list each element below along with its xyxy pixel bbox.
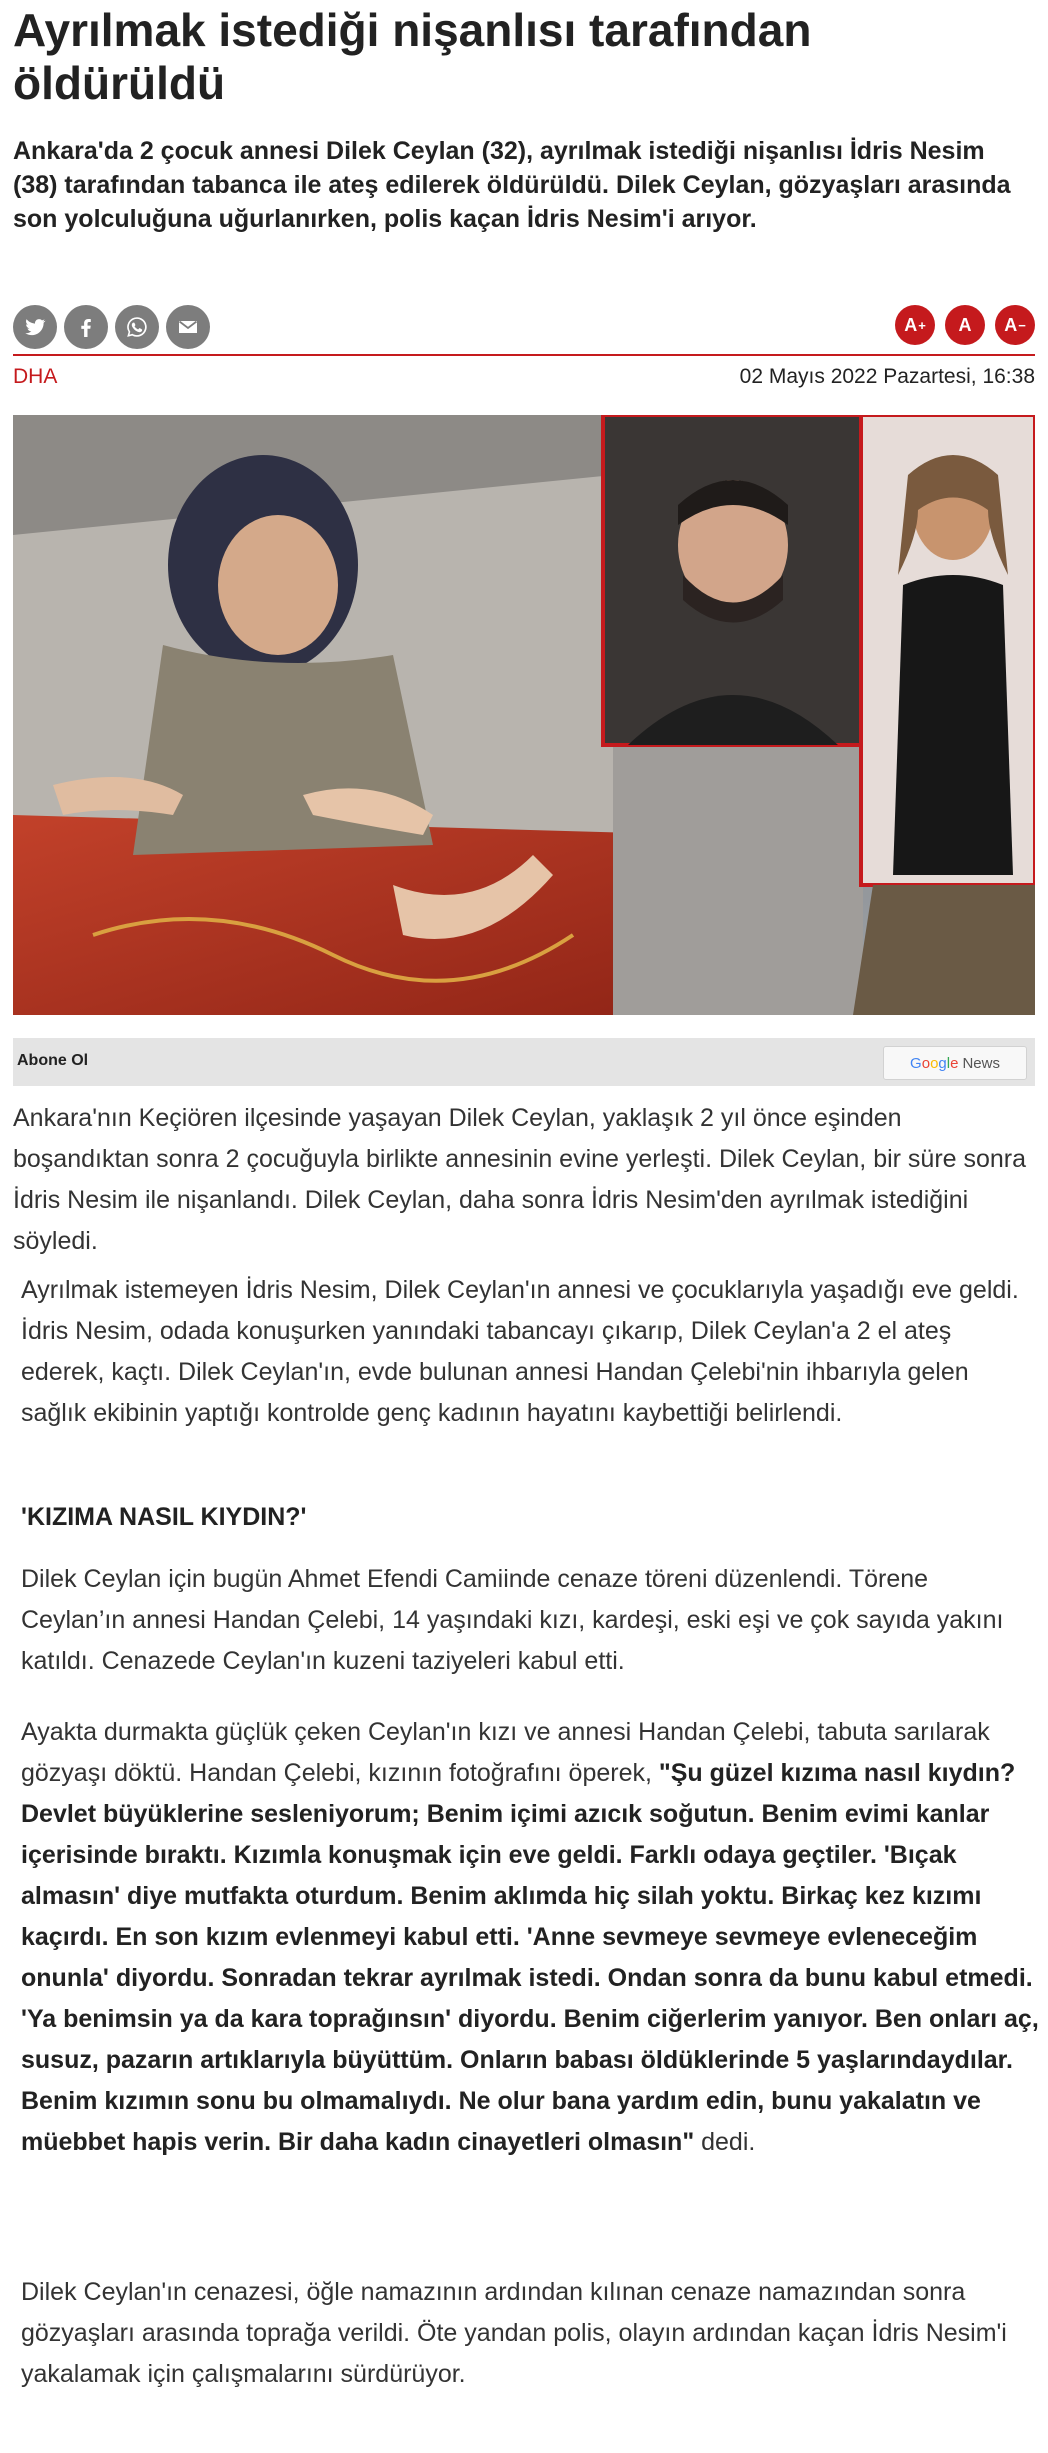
article-summary: Ankara'da 2 çocuk annesi Dilek Ceylan (32), ayrılmak istediği nişanlısı İdris Nesim (38) tarafından tabanca ile ateş edilerek öldürüldü. Dilek Ceylan, gözyaşları arasında son yolculuğuna uğurlanırken, polis kaçan İdris Nesim'i arıyor. (13, 137, 1011, 233)
font-decrease-button[interactable]: A − (995, 305, 1035, 345)
whatsapp-icon[interactable] (115, 305, 159, 349)
google-news-logo: Google (910, 1054, 959, 1072)
font-size-controls (895, 305, 1035, 345)
font-reset-button[interactable]: A (945, 305, 985, 345)
publish-date: 02 Mayıs 2022 Pazartesi, 16:38 (739, 365, 1035, 388)
section-heading: 'KIZIMA NASIL KIYDIN?' (21, 1503, 307, 1531)
facebook-icon[interactable] (64, 305, 108, 349)
quote-intro: Ayakta durmakta güçlük çeken Ceylan'ın kızı ve annesi Handan Çelebi, tabuta sarılarak gözyaşı döktü. Handan Çelebi, kızının fotoğrafını öperek, (21, 1718, 990, 1787)
news-source[interactable]: DHA (13, 365, 58, 388)
google-news-suffix: News (962, 1054, 1000, 1072)
paragraph: Dilek Ceylan için bugün Ahmet Efendi Camiinde cenaze töreni düzenlendi. Törene Ceylan’ın annesi Handan Çelebi, 14 yaşındaki kızı, kardeşi, eski eşi ve çok sayıda yakını katıldı. Cenazede Ceylan'ın kuzeni taziyeleri kabul etti. (21, 1565, 1004, 1675)
paragraph: Ayrılmak istemeyen İdris Nesim, Dilek Ceylan'ın annesi ve çocuklarıyla yaşadığı eve geldi. İdris Nesim, odada konuşurken yanındaki tabancayı çıkarıp, Dilek Ceylan'a 2 el ateş ederek, kaçtı. Dilek Ceylan'ın, evde bulunan annesi Handan Çelebi'nin ihbarıyla gelen sağlık ekibinin yaptığı kontrolde genç kadının hayatını kaybettiği belirlendi. (21, 1276, 1019, 1427)
subscribe-button[interactable]: Abone Ol (17, 1052, 89, 1069)
font-increase-button[interactable]: A + (895, 305, 935, 345)
article-photo (13, 415, 1035, 1015)
google-news-button[interactable] (883, 1046, 1027, 1080)
email-icon[interactable] (166, 305, 210, 349)
divider (13, 354, 1035, 356)
paragraph (21, 1712, 1041, 2163)
quote-text: "Şu güzel kızıma nasıl kıydın? Devlet büyüklerine sesleniyorum; Benim içimi azıcık soğutun. Benim evimi kanlar içerisinde bıraktı. Kızımla konuşmak için eve geldi. Farklı odaya geçtiler. 'Bıçak almasın' diye mutfakta oturdum. Benim aklımda hiç silah yoktu. Birkaç kez kızımı kaçırdı. En son kızım evlenmeyi kabul etti. 'Anne sevmeye sevmeye evleneceğim onunla' diyordu. Sonradan tekrar ayrılmak istedi. Ondan sonra da bunu kabul etmedi. 'Ya benimsin ya da kara toprağınsın' diyordu. Benim ciğerlerim yanıyor. Ben onları aç, susuz, pazarın artıklarıyla büyüttüm. Onların babası öldüklerinde 5 yaşlarındaydılar. Benim kızımın sonu bu olmamalıydı. Ne olur bana yardım edin, bunu yakalatın ve müebbet hapis verin. Bir daha kadın cinayetleri olmasın" (21, 1759, 1039, 2156)
twitter-icon[interactable] (13, 305, 57, 349)
quote-outro: dedi. (694, 2128, 756, 2156)
paragraph: Dilek Ceylan'ın cenazesi, öğle namazının ardından kılınan cenaze namazından sonra gözyaşları arasında toprağa verildi. Öte yandan polis, olayın ardından kaçan İdris Nesim'i yakalamak için çalışmalarını sürdürüyor. (21, 2278, 1007, 2388)
share-bar (13, 305, 210, 349)
subscribe-bar (13, 1038, 1035, 1086)
article-title: Ayrılmak istediği nişanlısı tarafından öldürüldü (13, 4, 812, 109)
paragraph: Ankara'nın Keçiören ilçesinde yaşayan Dilek Ceylan, yaklaşık 2 yıl önce eşinden boşandıktan sonra 2 çocuğuyla birlikte annesinin evine yerleşti. Dilek Ceylan, bir süre sonra İdris Nesim ile nişanlandı. Dilek Ceylan, daha sonra İdris Nesim'den ayrılmak istediğini söyledi. (13, 1104, 1027, 1255)
